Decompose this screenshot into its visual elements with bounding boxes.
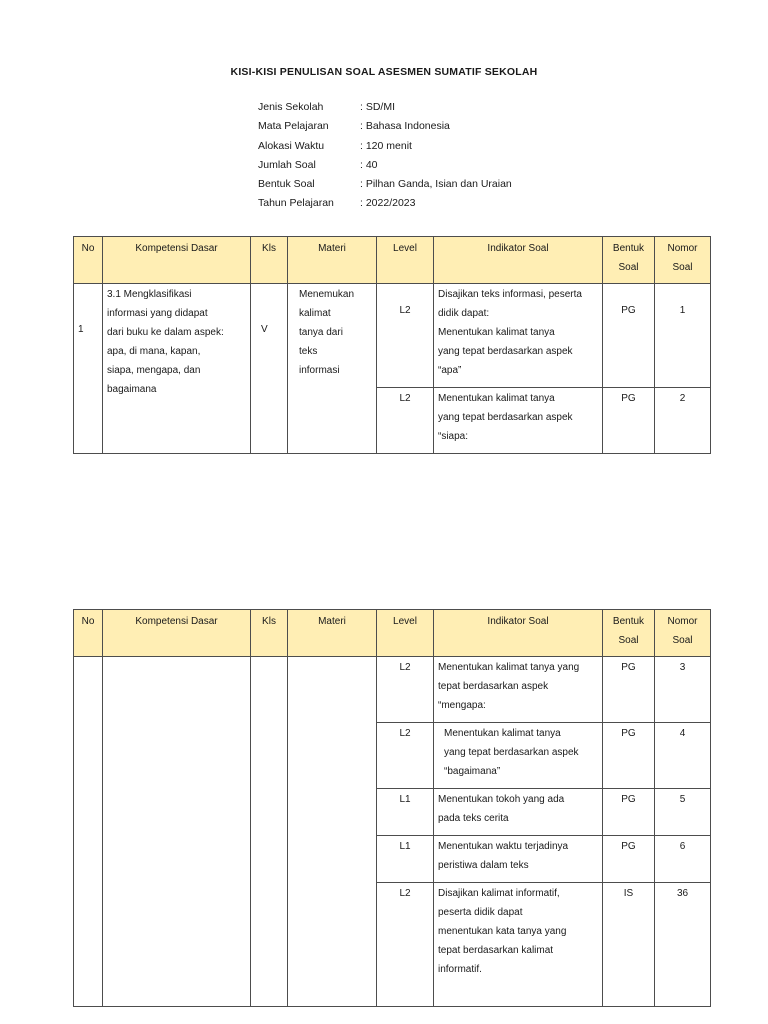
cell-bentuk: PG	[603, 723, 655, 789]
cell-nomor: 36	[655, 883, 711, 1007]
info-row	[258, 197, 512, 216]
cell-bentuk: PG	[603, 284, 655, 388]
info-row	[258, 101, 512, 120]
cell-kls	[251, 657, 288, 1007]
cell-nomor: 4	[655, 723, 711, 789]
table-row	[74, 657, 711, 723]
cell-bentuk: IS	[603, 883, 655, 1007]
header-bentuk-soal: Bentuk Soal	[603, 610, 655, 657]
header-materi: Materi	[288, 237, 377, 284]
info-value: : Pilhan Ganda, Isian dan Uraian	[360, 178, 512, 191]
cell-nomor: 6	[655, 836, 711, 883]
cell-bentuk: PG	[603, 657, 655, 723]
cell-no	[74, 657, 103, 1007]
header-level: Level	[377, 237, 434, 284]
cell-kompetensi-dasar	[103, 657, 251, 1007]
kisi-table-1	[73, 236, 711, 454]
cell-indikator: Menentukan kalimat tanya yang tepat berdasarkan aspek “mengapa:	[434, 657, 603, 723]
header-nomor-soal: Nomor Soal	[655, 237, 711, 284]
cell-nomor: 1	[655, 284, 711, 388]
cell-indikator: Menentukan waktu terjadinya peristiwa dalam teks	[434, 836, 603, 883]
cell-level: L2	[377, 657, 434, 723]
cell-bentuk: PG	[603, 836, 655, 883]
table-row	[74, 284, 711, 388]
info-label: Bentuk Soal	[258, 178, 315, 191]
info-label: Alokasi Waktu	[258, 139, 325, 152]
header-level: Level	[377, 610, 434, 657]
cell-materi: Menemukan kalimat tanya dari teks informasi	[288, 284, 377, 454]
cell-level: L2	[377, 388, 434, 454]
cell-level: L2	[377, 883, 434, 1007]
info-row	[258, 120, 512, 139]
info-row	[258, 159, 512, 178]
header-indikator-soal: Indikator Soal	[434, 237, 603, 284]
header-bentuk-soal: Bentuk Soal	[603, 237, 655, 284]
cell-level: L1	[377, 836, 434, 883]
info-label: Jumlah Soal	[258, 158, 316, 171]
cell-materi	[288, 657, 377, 1007]
page-title: KISI-KISI PENULISAN SOAL ASESMEN SUMATIF SEKOLAH	[230, 66, 538, 78]
header-materi: Materi	[288, 610, 377, 657]
cell-indikator: Menentukan tokoh yang ada pada teks cerita	[434, 789, 603, 836]
info-value: : 120 menit	[360, 139, 412, 152]
table-header-row	[74, 237, 711, 284]
cell-kompetensi-dasar: 3.1 Mengklasifikasi informasi yang didapat dari buku ke dalam aspek: apa, di mana, kapan, siapa, mengapa, dan bagaimana	[103, 284, 251, 454]
header-kompetensi-dasar: Kompetensi Dasar	[103, 610, 251, 657]
header-kls: Kls	[251, 237, 288, 284]
cell-bentuk: PG	[603, 789, 655, 836]
header-kompetensi-dasar: Kompetensi Dasar	[103, 237, 251, 284]
cell-level: L2	[377, 284, 434, 388]
info-label: Tahun Pelajaran	[258, 197, 334, 210]
kisi-table-2	[73, 609, 711, 1007]
info-label: Jenis Sekolah	[258, 101, 324, 113]
cell-bentuk: PG	[603, 388, 655, 454]
cell-kls: V	[251, 284, 288, 454]
document-info	[258, 101, 512, 217]
header-kls: Kls	[251, 610, 288, 657]
info-label: Mata Pelajaran	[258, 120, 329, 133]
info-value: : Bahasa Indonesia	[360, 120, 450, 133]
info-value: : 40	[360, 158, 378, 171]
header-no: No	[74, 610, 103, 657]
header-no: No	[74, 237, 103, 284]
info-row	[258, 140, 512, 159]
cell-level: L2	[377, 723, 434, 789]
cell-nomor: 3	[655, 657, 711, 723]
info-value: : 2022/2023	[360, 197, 416, 210]
header-nomor-soal: Nomor Soal	[655, 610, 711, 657]
header-indikator-soal: Indikator Soal	[434, 610, 603, 657]
cell-indikator: Menentukan kalimat tanya yang tepat berdasarkan aspek “siapa:	[434, 388, 603, 454]
table-header-row	[74, 610, 711, 657]
info-value: : SD/MI	[360, 101, 396, 113]
cell-indikator: Disajikan teks informasi, peserta didik dapat: Menentukan kalimat tanya yang tepat berdasarkan aspek “apa”	[434, 284, 603, 388]
cell-level: L1	[377, 789, 434, 836]
cell-nomor: 5	[655, 789, 711, 836]
cell-no: 1	[74, 284, 103, 454]
cell-indikator: Disajikan kalimat informatif, peserta didik dapat menentukan kata tanya yang tepat berdasarkan kalimat informatif.	[434, 883, 603, 1007]
cell-indikator: Menentukan kalimat tanya yang tepat berdasarkan aspek “bagaimana”	[434, 723, 603, 789]
info-row	[258, 178, 512, 197]
cell-nomor: 2	[655, 388, 711, 454]
